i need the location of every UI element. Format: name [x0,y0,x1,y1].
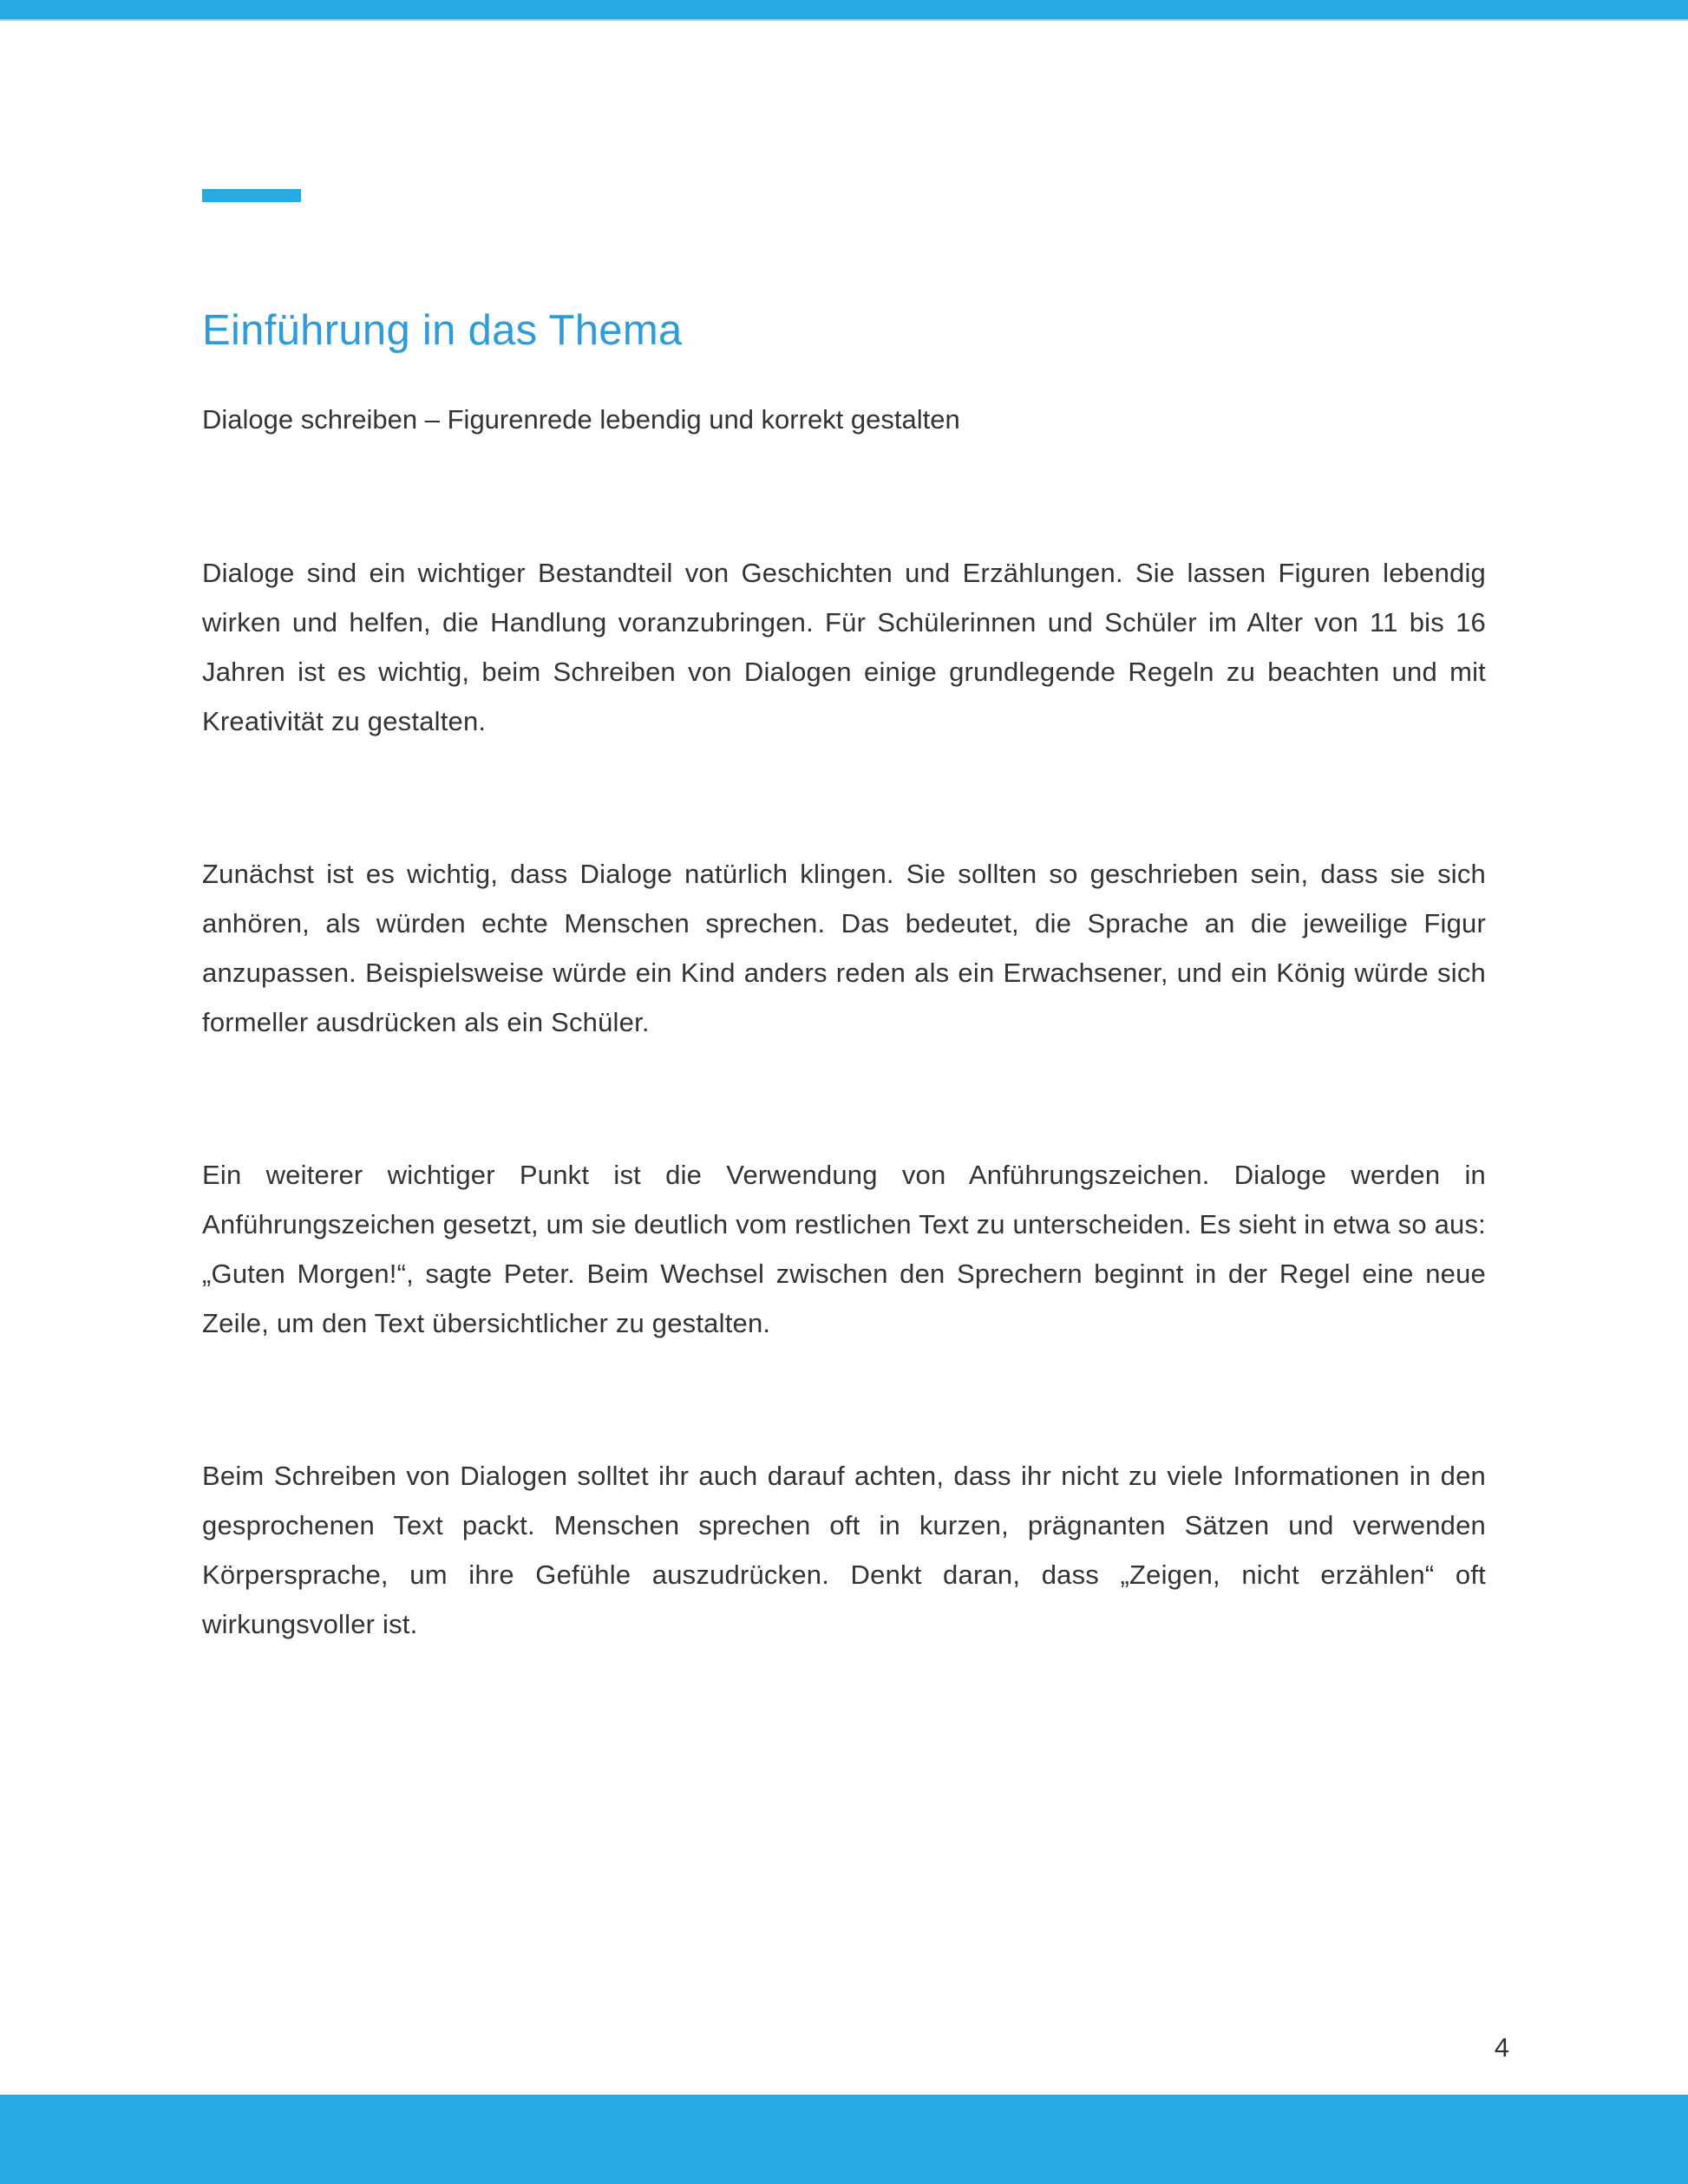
page-content [202,0,1486,1752]
accent-dash [202,189,301,202]
bottom-accent-bar [0,2095,1688,2184]
paragraph-natural-dialogue: Zunächst ist es wichtig, dass Dialoge natürlich klingen. Sie sollten so geschrieben sein, dass sie sich anhören, als würden echte Menschen sprechen. Das bedeutet, die Sprache an die jeweilige Figur anzupassen. Beispielsweise würde ein Kind anders reden als ein Erwachsener, und ein König würde sich formeller ausdrücken als ein Schüler. [202,859,1486,1037]
page-title: Einführung in das Thema [202,307,683,354]
paragraph-intro: Dialoge sind ein wichtiger Bestandteil von Geschichten und Erzählungen. Sie lassen Figuren lebendig wirken und helfen, die Handlung voranzubringen. Für Schülerinnen und Schüler im Alter von 11 bis 16 Jahren ist es wichtig, beim Schreiben von Dialogen einige grundlegende Regeln zu beachten und mit Kreativität zu gestalten. [202,558,1486,736]
page-subtitle: Dialoge schreiben – Figurenrede lebendig und korrekt gestalten [202,404,960,435]
body-text [202,548,1486,1649]
paragraph-quotation-marks: Ein weiterer wichtiger Punkt ist die Verwendung von Anführungszeichen. Dialoge werden in Anführungszeichen gesetzt, um sie deutlich vom restlichen Text zu unterscheiden. Es sieht in etwa so aus: „Guten Morgen!“, sagte Peter. Beim Wechsel zwischen den Sprechern beginnt in der Regel eine neue Zeile, um den Text übersichtlicher zu gestalten. [202,1160,1486,1338]
page-number: 4 [1494,2032,1509,2063]
paragraph-show-not-tell: Beim Schreiben von Dialogen solltet ihr auch darauf achten, dass ihr nicht zu viele Informationen in den gesprochenen Text packt. Menschen sprechen oft in kurzen, prägnanten Sätzen und verwenden Körpersprache, um ihre Gefühle auszudrücken. Denkt daran, dass „Zeigen, nicht erzählen“ oft wirkungsvoller ist. [202,1461,1486,1639]
